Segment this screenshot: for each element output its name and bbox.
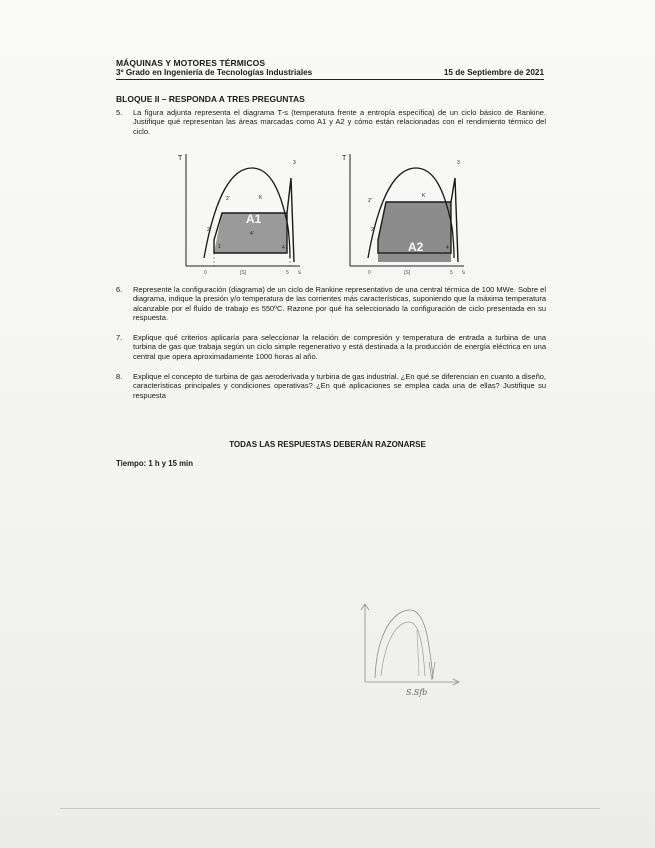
axis-s-label: s — [462, 270, 465, 275]
exam-date: 15 de Septiembre de 2021 — [443, 68, 544, 77]
question-5 — [116, 108, 546, 136]
point-label: 2' — [368, 198, 372, 204]
axis-t-label: T — [342, 155, 347, 162]
handwritten-sketch — [355, 600, 465, 695]
header-divider — [116, 79, 544, 80]
question-number: 7. — [116, 333, 123, 342]
tick-label: [S] — [404, 270, 411, 275]
subject-title: MÁQUINAS Y MOTORES TÉRMICOS — [116, 58, 266, 68]
point-label: 1 — [218, 244, 221, 250]
ts-diagram-left — [174, 150, 304, 275]
superheat-line — [287, 178, 294, 262]
point-label: 4' — [250, 231, 254, 237]
ts-diagram-right — [338, 150, 468, 275]
handwritten-note: S.Sfb — [406, 688, 428, 697]
point-label: K — [259, 195, 263, 201]
point-label: K — [422, 193, 426, 199]
question-text: Explique el concepto de turbina de gas aeroderivada y turbina de gas industrial. ¿En qué se diferencian en cuanto a diseño, características principales y condiciones operativas? ¿En qué aplicaciones se emplea cada una de ellas? Justifique su respuesta — [133, 372, 546, 400]
axis-t-label: T — [178, 155, 183, 162]
question-text: La figura adjunta representa el diagrama T-s (temperatura frente a entropía específica) de un ciclo básico de Rankine. Justifique qué representan las áreas marcadas como A1 y A2 y cómo están relacionadas con el rendimiento térmico del ciclo. — [133, 108, 546, 136]
degree-label: 3º Grado en Ingeniería de Tecnologías Industriales — [116, 68, 313, 77]
header-row — [116, 68, 544, 77]
block-title: BLOQUE II – RESPONDA A TRES PREGUNTAS — [116, 94, 305, 104]
superheat-line — [451, 178, 458, 262]
point-label: 4 — [446, 245, 449, 251]
point-label: 2' — [226, 196, 230, 202]
area-label: A1 — [246, 212, 262, 226]
tick-label: 0 — [368, 270, 371, 275]
point-label: 2 — [371, 227, 374, 233]
question-6 — [116, 285, 546, 323]
time-limit: Tiempo: 1 h y 15 min — [116, 459, 193, 468]
question-number: 8. — [116, 372, 123, 381]
question-number: 5. — [116, 108, 123, 117]
tick-label: 5 — [450, 270, 453, 275]
question-number: 6. — [116, 285, 123, 294]
question-7 — [116, 333, 546, 361]
question-8 — [116, 372, 546, 400]
tick-label: 0 — [204, 270, 207, 275]
point-label: 3 — [457, 160, 460, 166]
axis-s-label: s — [298, 270, 301, 275]
reasoning-note: TODAS LAS RESPUESTAS DEBERÁN RAZONARSE — [229, 440, 426, 449]
tick-label: [S] — [240, 270, 247, 275]
exam-header — [116, 58, 544, 80]
question-text: Represente la configuración (diagrama) de un ciclo de Rankine representativo de una central térmica de 100 MWe. Sobre el diagrama, indique la presión y/o temperatura de las corrientes más características, suponiendo que la máxima temperatura alcanzable por el fluido de trabajo es 550ºC. Razone por qué ha seleccionado la configuración de ciclo presentada en su respuesta. — [133, 285, 546, 323]
point-label: 3 — [293, 160, 296, 166]
point-label: 4 — [282, 245, 285, 251]
point-label: 2 — [207, 227, 210, 233]
area-label: A2 — [408, 240, 424, 254]
page-edge-line — [60, 808, 600, 809]
question-text: Explique qué criterios aplicaría para seleccionar la relación de compresión y temperatura de entrada a turbina de una turbina de gas que trabaja según un ciclo simple regenerativo y está destinada a la producción de energía eléctrica en una central que opera aproximadamente 1000 horas al año. — [133, 333, 546, 361]
tick-label: 5 — [286, 270, 289, 275]
